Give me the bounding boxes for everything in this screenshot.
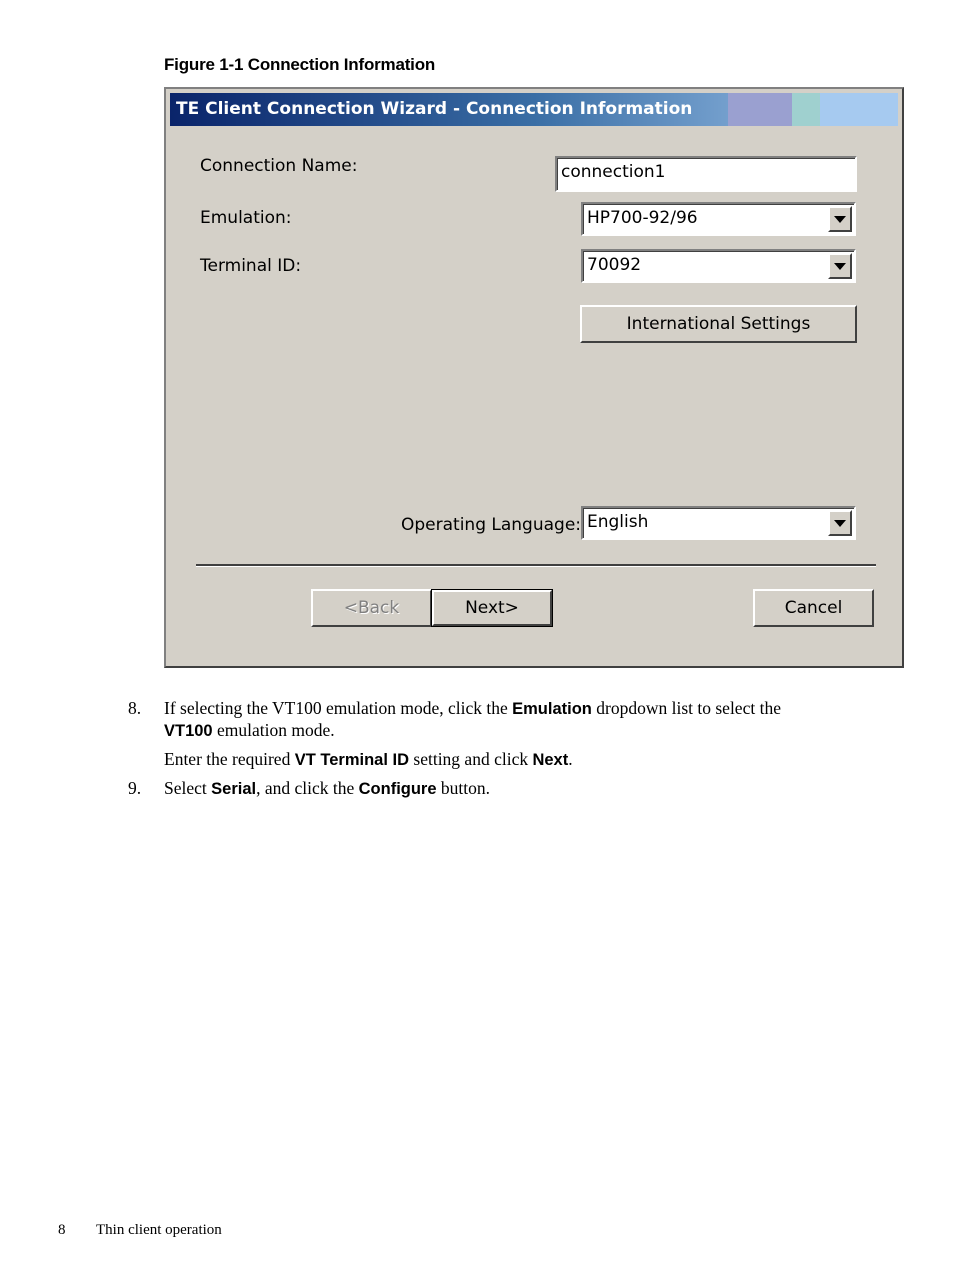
operating-language-dropdown[interactable] — [581, 506, 856, 540]
step-text: . — [568, 749, 573, 769]
step-emphasis: Configure — [358, 780, 437, 798]
dialog-divider — [196, 564, 876, 567]
terminal-id-value: 70092 — [587, 255, 642, 275]
connection-name-value: connection1 — [561, 162, 666, 182]
step-number: 9. — [128, 778, 142, 798]
terminal-id-dropdown-arrow[interactable] — [828, 253, 852, 279]
emulation-dropdown-arrow[interactable] — [828, 206, 852, 232]
cancel-button[interactable]: Cancel — [753, 589, 874, 627]
connection-name-input[interactable] — [555, 156, 857, 192]
connection-name-label: Connection Name: — [200, 156, 358, 176]
emulation-value: HP700-92/96 — [587, 208, 698, 228]
step-emphasis: VT100 — [164, 722, 213, 740]
page-number: 8 — [58, 1222, 66, 1238]
connection-wizard-dialog — [164, 87, 904, 668]
step-text: emulation mode. — [212, 720, 335, 740]
step-emphasis: Next — [532, 751, 569, 769]
step-emphasis: VT Terminal ID — [294, 751, 410, 769]
figure-caption: Figure 1-1 Connection Information — [164, 55, 436, 74]
terminal-id-dropdown[interactable] — [581, 249, 856, 283]
step-8-line-3 — [164, 749, 884, 771]
step-text: Select — [164, 778, 212, 798]
next-button[interactable]: Next> — [432, 590, 552, 626]
title-bar-decoration — [820, 93, 898, 126]
chevron-down-icon — [834, 263, 846, 270]
title-bar-decoration — [728, 93, 792, 126]
step-8-line-1 — [164, 698, 884, 720]
step-9 — [128, 778, 884, 800]
chevron-down-icon — [834, 216, 846, 223]
dialog-title-bar[interactable] — [170, 93, 898, 126]
step-text: , and click the — [256, 778, 359, 798]
step-emphasis: Emulation — [512, 700, 592, 718]
title-bar-decoration — [792, 93, 820, 126]
international-settings-button[interactable]: International Settings — [580, 305, 857, 343]
step-text: If selecting the VT100 emulation mode, click the — [164, 698, 513, 718]
step-text: dropdown list to select the — [591, 698, 781, 718]
step-8-line-2 — [164, 720, 884, 742]
emulation-label: Emulation: — [200, 208, 292, 228]
footer-section-title: Thin client operation — [96, 1222, 222, 1238]
terminal-id-label: Terminal ID: — [200, 256, 302, 276]
operating-language-dropdown-arrow[interactable] — [828, 510, 852, 536]
step-text: button. — [436, 778, 491, 798]
step-emphasis: Serial — [211, 780, 257, 798]
operating-language-value: English — [587, 512, 649, 532]
operating-language-label: Operating Language: — [401, 515, 582, 535]
step-text: setting and click — [409, 749, 533, 769]
chevron-down-icon — [834, 520, 846, 527]
step-8 — [128, 698, 884, 771]
step-text: Enter the required — [164, 749, 295, 769]
step-number: 8. — [128, 698, 142, 718]
emulation-dropdown[interactable] — [581, 202, 856, 236]
dialog-title: TE Client Connection Wizard - Connection Information — [176, 99, 693, 119]
back-button[interactable]: <Back — [311, 589, 432, 627]
